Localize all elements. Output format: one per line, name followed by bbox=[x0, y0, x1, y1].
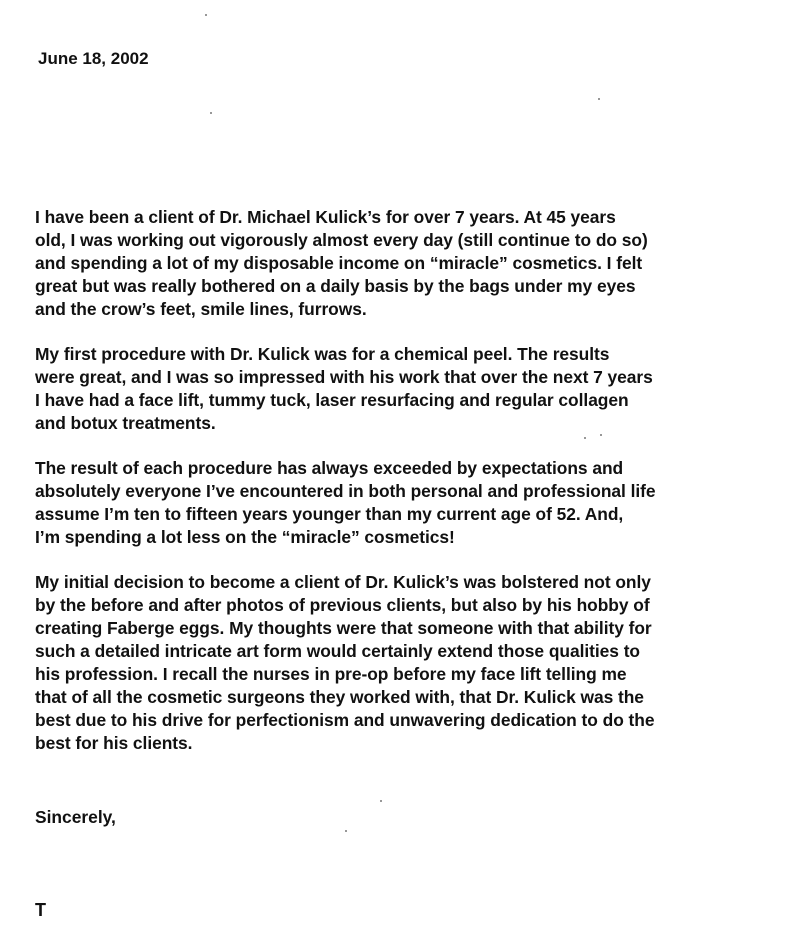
paragraph-4 bbox=[35, 571, 800, 755]
text-line: My initial decision to become a client of Dr. Kulick’s was bolstered not only bbox=[35, 572, 651, 592]
signature-initial: T bbox=[35, 900, 46, 920]
text-line: I have had a face lift, tummy tuck, laser resurfacing and regular collagen bbox=[35, 390, 629, 410]
text-line: and the crow’s feet, smile lines, furrows. bbox=[35, 299, 367, 319]
text-line: I have been a client of Dr. Michael Kulick’s for over 7 years. At 45 years bbox=[35, 207, 616, 227]
text-line: I’m spending a lot less on the “miracle” cosmetics! bbox=[35, 527, 455, 547]
text-line: his profession. I recall the nurses in pre-op before my face lift telling me bbox=[35, 664, 627, 684]
text-line: great but was really bothered on a daily basis by the bags under my eyes bbox=[35, 276, 636, 296]
scan-speck bbox=[600, 434, 602, 436]
scan-speck bbox=[598, 98, 600, 100]
letter-closing: Sincerely, bbox=[35, 807, 116, 827]
text-line: that of all the cosmetic surgeons they worked with, that Dr. Kulick was the bbox=[35, 687, 644, 707]
scan-speck bbox=[584, 437, 586, 439]
text-line: and botux treatments. bbox=[35, 413, 216, 433]
paragraph-1 bbox=[35, 206, 800, 321]
text-line: best due to his drive for perfectionism and unwavering dedication to do the bbox=[35, 710, 655, 730]
scan-speck bbox=[205, 14, 207, 16]
text-line: The result of each procedure has always exceeded by expectations and bbox=[35, 458, 624, 478]
scan-speck bbox=[345, 830, 347, 832]
paragraph-3 bbox=[35, 457, 800, 549]
scan-speck bbox=[380, 800, 382, 802]
scan-speck bbox=[210, 112, 212, 114]
text-line: best for his clients. bbox=[35, 733, 193, 753]
paragraph-2 bbox=[35, 343, 800, 435]
letter-body bbox=[35, 206, 800, 777]
text-line: old, I was working out vigorously almost every day (still continue to do so) bbox=[35, 230, 648, 250]
text-line: and spending a lot of my disposable income on “miracle” cosmetics. I felt bbox=[35, 253, 643, 273]
text-line: were great, and I was so impressed with his work that over the next 7 years bbox=[35, 367, 653, 387]
text-line: absolutely everyone I’ve encountered in both personal and professional life bbox=[35, 481, 656, 501]
letter-date: June 18, 2002 bbox=[38, 49, 149, 68]
text-line: assume I’m ten to fifteen years younger than my current age of 52. And, bbox=[35, 504, 624, 524]
text-line: by the before and after photos of previous clients, but also by his hobby of bbox=[35, 595, 650, 615]
text-line: such a detailed intricate art form would certainly extend those qualities to bbox=[35, 641, 641, 661]
text-line: My first procedure with Dr. Kulick was for a chemical peel. The results bbox=[35, 344, 610, 364]
text-line: creating Faberge eggs. My thoughts were that someone with that ability for bbox=[35, 618, 652, 638]
